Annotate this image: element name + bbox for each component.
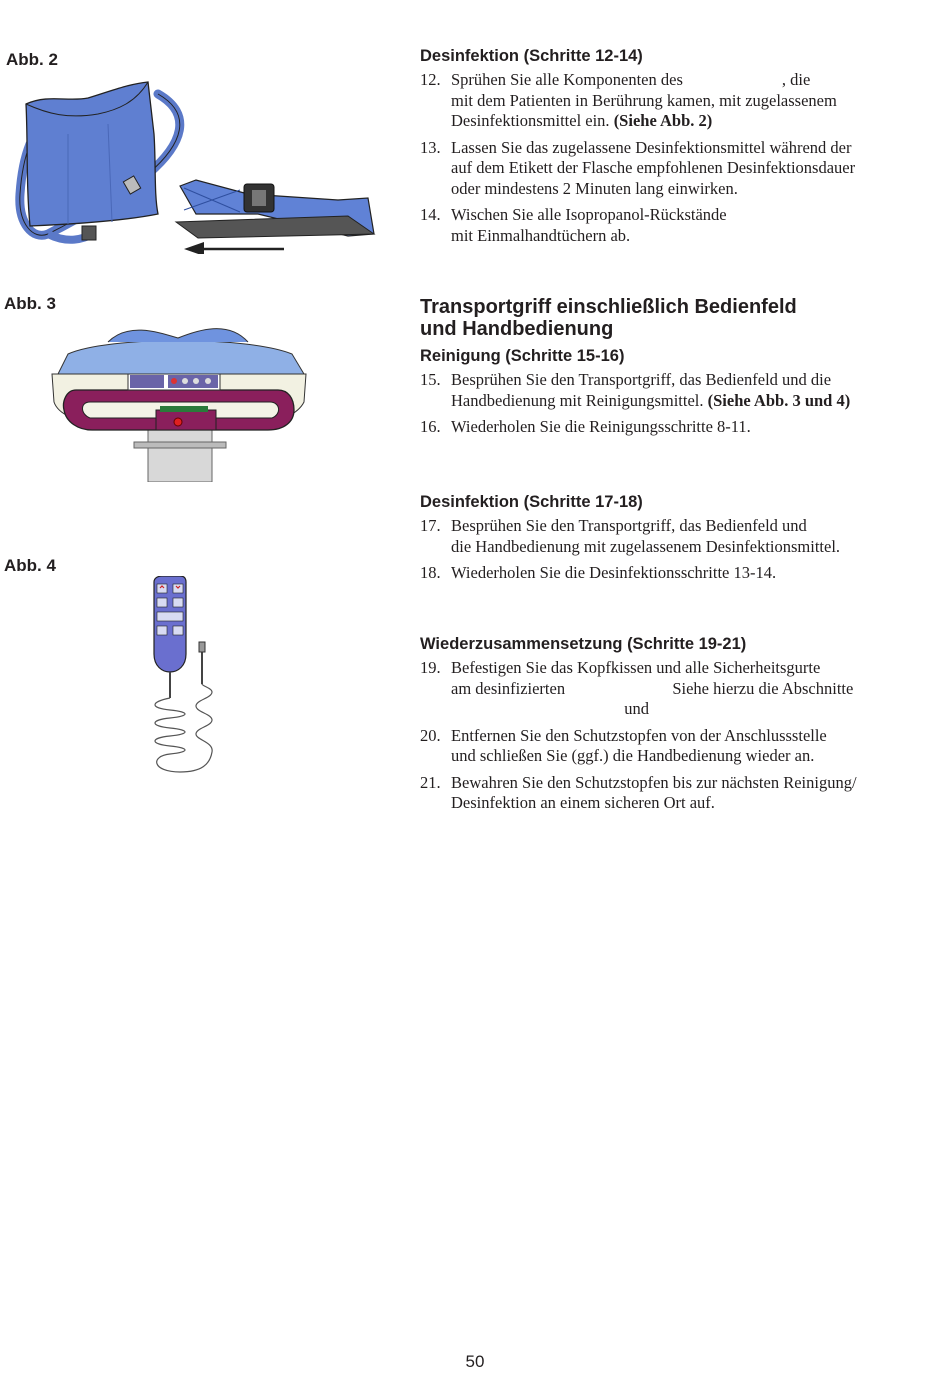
step-list <box>420 516 940 584</box>
figure-label-abb2: Abb. 2 <box>6 50 58 69</box>
step-number: 21. <box>420 772 441 792</box>
step-item <box>420 370 940 411</box>
step-text-line: Wiederholen Sie die Desinfektionsschritte 13-14. <box>451 563 777 582</box>
step-number: 16. <box>420 417 441 436</box>
figure-label-abb4: Abb. 4 <box>4 556 56 575</box>
transport-handle-illustration <box>48 318 310 482</box>
step-text-line: Entfernen Sie den Schutzstopfen von der Anschlussstelle <box>451 725 827 745</box>
step-text-line: und schließen Sie (ggf.) die Handbedienung wieder an. <box>451 746 815 765</box>
hand-control-illustration <box>140 576 240 780</box>
step-text-line: und <box>451 699 649 718</box>
section-heading: Wiederzusammensetzung (Schritte 19-21) <box>420 635 747 653</box>
step-number: 19. <box>420 658 441 677</box>
step-number: 17. <box>420 516 441 535</box>
step-text-line: mit dem Patienten in Berührung kamen, mit zugelassenem <box>451 90 837 110</box>
reassembly-section <box>420 634 940 820</box>
step-list <box>420 370 940 438</box>
step-item <box>420 138 940 200</box>
step-item <box>420 205 940 246</box>
step-text-line: Wiederholen Sie die Reinigungsschritte 8-11. <box>451 417 751 436</box>
step-text-line: oder mindestens 2 Minuten lang einwirken. <box>451 178 738 198</box>
step-item <box>420 563 940 584</box>
cushion-strap-illustration <box>8 74 380 254</box>
step-number: 18. <box>420 563 441 582</box>
step-text-line: Besprühen Sie den Transportgriff, das Bedienfeld und die <box>451 370 832 389</box>
section-heading: Desinfektion (Schritte 12-14) <box>420 47 643 65</box>
step-text-line: Desinfektionsmittel ein. <box>451 111 610 130</box>
step-number: 12. <box>420 70 441 89</box>
step-text-line: Bewahren Sie den Schutzstopfen bis zur nächsten Reinigung/ <box>451 772 857 792</box>
figure-reference: (Siehe Abb. 3 und 4) <box>707 390 851 410</box>
step-text-line: am desinfizierten Siehe hierzu die Abschnitte <box>451 678 854 698</box>
step-text-line: Befestigen Sie das Kopfkissen und alle Sicherheitsgurte <box>451 658 821 677</box>
disinfection-section-1 <box>420 46 940 252</box>
step-text-line: Lassen Sie das zugelassene Desinfektionsmittel während der <box>451 137 852 157</box>
section-title-line: und Handbedienung <box>420 318 614 340</box>
page-number: 50 <box>465 1352 485 1371</box>
step-item <box>420 70 940 132</box>
figure-reference: (Siehe Abb. 2) <box>613 111 713 130</box>
section-title <box>420 296 940 340</box>
step-number: 20. <box>420 725 441 745</box>
step-number: 15. <box>420 370 441 389</box>
section-heading: Desinfektion (Schritte 17-18) <box>420 493 643 511</box>
figure-label-abb3: Abb. 3 <box>4 294 56 313</box>
step-item <box>420 417 940 438</box>
step-text-line: Sprühen Sie alle Komponenten des , die <box>451 70 811 89</box>
step-text-line: Besprühen Sie den Transportgriff, das Bedienfeld und <box>451 516 807 535</box>
step-number: 14. <box>420 205 441 224</box>
step-text-line: Wischen Sie alle Isopropanol-Rückstände <box>451 205 727 224</box>
step-item <box>420 658 940 720</box>
step-item <box>420 726 940 767</box>
section-heading: Reinigung (Schritte 15-16) <box>420 347 625 365</box>
step-list <box>420 658 940 814</box>
disinfection-section-2 <box>420 492 940 590</box>
step-text-line: die Handbedienung mit zugelassenem Desinfektionsmittel. <box>451 536 841 556</box>
step-item <box>420 516 940 557</box>
step-text-line: auf dem Etikett der Flasche empfohlenen Desinfektionsdauer <box>451 158 856 177</box>
transport-handle-section <box>420 296 940 444</box>
step-text-line: Desinfektion an einem sicheren Ort auf. <box>451 793 715 812</box>
step-text-line: mit Einmalhandtüchern ab. <box>451 225 631 245</box>
step-number: 13. <box>420 137 441 157</box>
step-list <box>420 70 940 246</box>
step-item <box>420 773 940 814</box>
section-title-line: Transportgriff einschließlich Bedienfeld <box>420 296 797 318</box>
step-text-line: Handbedienung mit Reinigungsmittel. <box>451 390 704 410</box>
